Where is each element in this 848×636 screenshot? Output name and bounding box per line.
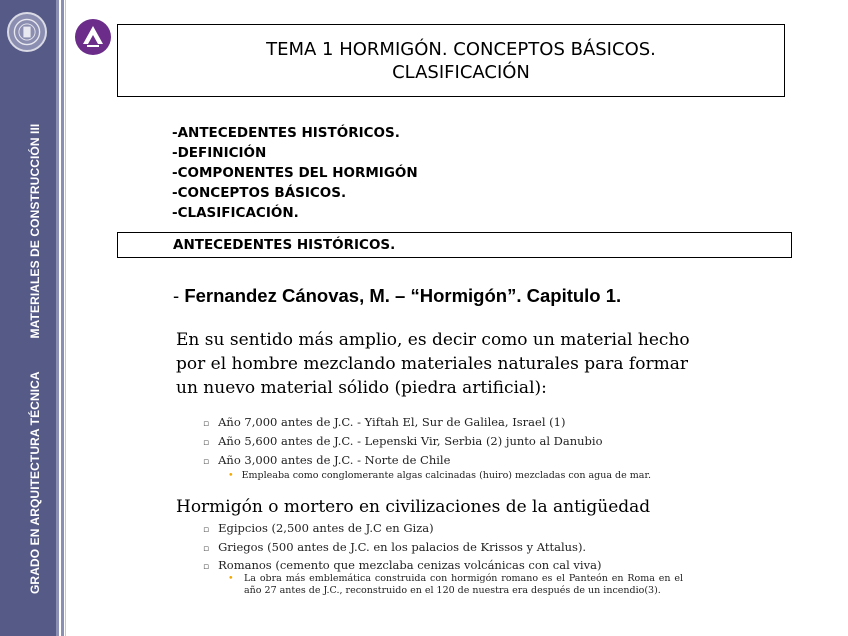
- toc-item: -DEFINICIÓN: [172, 145, 267, 161]
- heading-antiquity: Hormigón o mortero en civilizaciones de la antigüedad: [176, 497, 651, 517]
- section-title: ANTECEDENTES HISTÓRICOS.: [173, 237, 396, 253]
- slide-title-line2: CLASIFICACIÓN: [392, 61, 530, 83]
- list-item: ▫ Año 7,000 antes de J.C. - Yiftah El, Sur de Galilea, Israel (1): [203, 415, 566, 429]
- sub-bullet-icon: •: [228, 470, 234, 481]
- sub-list-item: • La obra más emblemática construida con hormigón romano es el Panteón en Roma en el año 27 antes de J.C., reconstruido en el 120 de nuestra era después de un incendio(3).: [228, 573, 683, 596]
- bullet-icon: ▫: [203, 438, 210, 448]
- reference-dash: -: [173, 285, 185, 306]
- bullet-icon: ▫: [203, 544, 210, 554]
- toc-item: -COMPONENTES DEL HORMIGÓN: [172, 165, 418, 181]
- toc-item: -CONCEPTOS BÁSICOS.: [172, 185, 347, 201]
- reference-text: Fernandez Cánovas, M. – “Hormigón”. Capitulo 1.: [184, 285, 622, 306]
- course-label: MATERIALES DE CONSTRUCCIÓN III: [28, 123, 42, 339]
- degree-label: GRADO EN ARQUITECTURA TÉCNICA: [28, 371, 42, 594]
- table-of-contents: [172, 123, 418, 223]
- list-item: ▫ Año 5,600 antes de J.C. - Lepenski Vir, Serbia (2) junto al Danubio: [203, 434, 603, 448]
- sidebar-band: [0, 0, 56, 636]
- bullet-icon: ▫: [203, 457, 210, 467]
- sub-bullet-icon: •: [228, 573, 234, 584]
- list-item: ▫ Romanos (cemento que mezclaba cenizas volcánicas con cal viva): [203, 558, 602, 572]
- reference-line: [173, 285, 621, 307]
- sidebar-stripe: [65, 0, 66, 636]
- section-title-box: [117, 232, 792, 258]
- sidebar-stripe: [56, 0, 59, 636]
- list-item: ▫ Griegos (500 antes de J.C. en los palacios de Krissos y Attalus).: [203, 540, 587, 554]
- sidebar-vertical-text: [28, 124, 42, 594]
- list-item: ▫ Año 3,000 antes de J.C. - Norte de Chile: [203, 453, 451, 467]
- slide-title-line1: TEMA 1 HORMIGÓN. CONCEPTOS BÁSICOS.: [266, 38, 656, 60]
- toc-item: -CLASIFICACIÓN.: [172, 205, 299, 221]
- bullet-icon: ▫: [203, 562, 210, 572]
- institution-logo-icon: [75, 19, 111, 55]
- university-seal-icon: [7, 12, 47, 52]
- sidebar-stripe: [61, 0, 64, 636]
- sub-list-item: • Empleaba como conglomerante algas calcinadas (huiro) mezcladas con agua de mar.: [228, 470, 651, 481]
- slide-title-box: [117, 24, 785, 97]
- toc-item: -ANTECEDENTES HISTÓRICOS.: [172, 125, 400, 141]
- intro-paragraph: En su sentido más amplio, es decir como un material hecho por el hombre mezclando materiales naturales para formar un nuevo material sólido (piedra artificial):: [176, 330, 690, 398]
- bullet-icon: ▫: [203, 525, 210, 535]
- bullet-icon: ▫: [203, 419, 210, 429]
- list-item: ▫ Egipcios (2,500 antes de J.C en Giza): [203, 521, 434, 535]
